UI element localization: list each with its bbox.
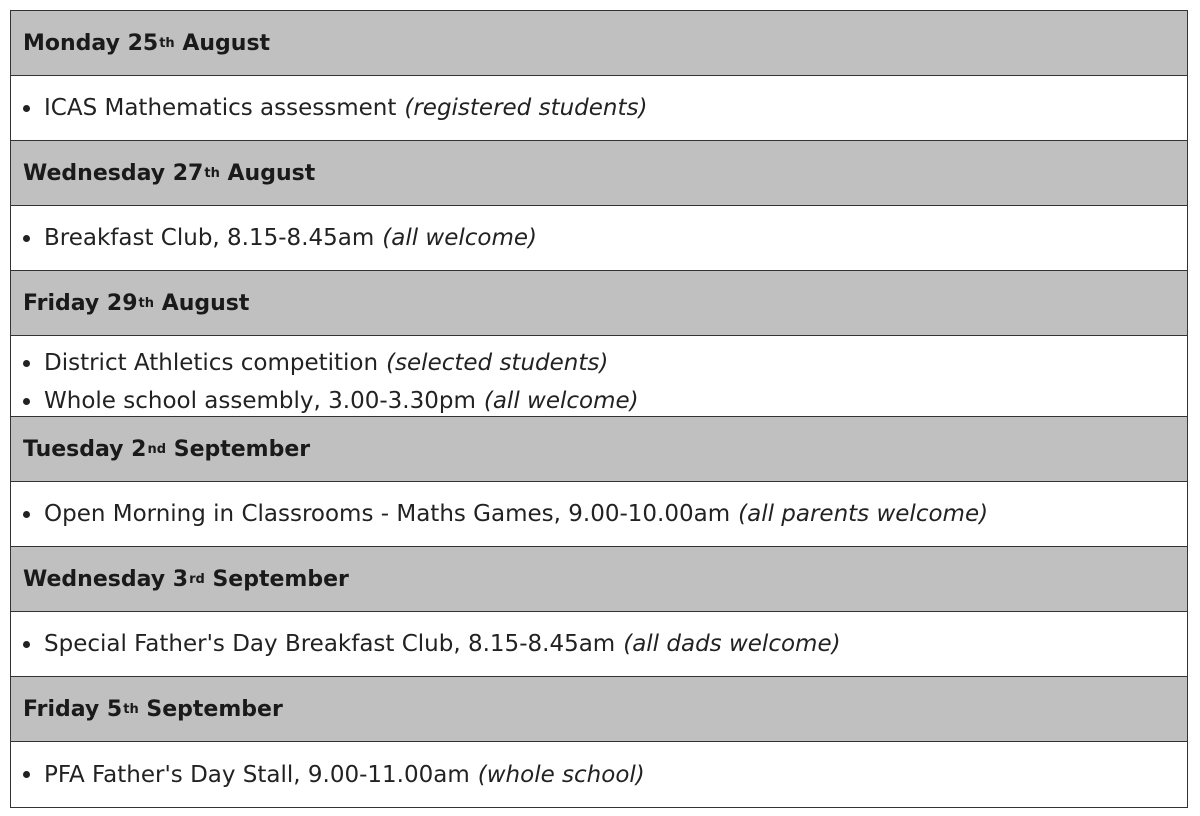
date-month: August bbox=[182, 30, 271, 56]
event-text: ICAS Mathematics assessment bbox=[44, 95, 397, 121]
event-list bbox=[11, 206, 1187, 271]
list-item bbox=[23, 219, 1187, 257]
date-day: Friday 29 bbox=[23, 290, 138, 316]
date-day: Wednesday 3 bbox=[23, 566, 189, 592]
event-text: PFA Father's Day Stall, 9.00-11.00am bbox=[44, 761, 470, 788]
date-day: Monday 25 bbox=[23, 30, 159, 56]
event-text: Special Father's Day Breakfast Club, 8.15-8.45am bbox=[44, 631, 616, 657]
event-text: Breakfast Club, 8.15-8.45am bbox=[44, 225, 375, 251]
date-month: August bbox=[161, 290, 250, 316]
date-month: September bbox=[146, 696, 283, 722]
event-list bbox=[11, 742, 1187, 807]
event-list bbox=[11, 336, 1187, 417]
bullet-icon bbox=[23, 235, 30, 242]
event-list bbox=[11, 482, 1187, 547]
date-suffix: th bbox=[138, 295, 155, 311]
event-note: (all dads welcome) bbox=[623, 631, 841, 657]
event-note: (all welcome) bbox=[382, 225, 538, 251]
date-header bbox=[11, 11, 1187, 76]
event-note: (all welcome) bbox=[483, 388, 639, 414]
list-item bbox=[23, 382, 1187, 420]
date-suffix: nd bbox=[147, 441, 167, 457]
date-header bbox=[11, 547, 1187, 612]
date-suffix: th bbox=[159, 35, 175, 51]
event-list bbox=[11, 612, 1187, 677]
event-note: (whole school) bbox=[477, 761, 645, 788]
date-suffix: rd bbox=[189, 571, 205, 587]
date-month: September bbox=[212, 566, 349, 592]
bullet-icon bbox=[23, 398, 30, 405]
event-note: (registered students) bbox=[404, 95, 648, 121]
list-item bbox=[23, 756, 1187, 794]
date-suffix: th bbox=[123, 701, 139, 717]
date-month: August bbox=[227, 160, 316, 186]
list-item bbox=[23, 89, 1187, 127]
event-text: Open Morning in Classrooms - Maths Games, 9.00-10.00am bbox=[44, 501, 731, 527]
list-item bbox=[23, 625, 1187, 663]
event-text: Whole school assembly, 3.00-3.30pm bbox=[44, 388, 476, 414]
date-day: Tuesday 2 bbox=[23, 436, 147, 462]
date-month: September bbox=[173, 436, 311, 462]
bullet-icon bbox=[23, 360, 30, 367]
list-item bbox=[23, 344, 1187, 382]
date-day: Friday 5 bbox=[23, 696, 123, 722]
list-item bbox=[23, 495, 1187, 533]
date-header bbox=[11, 141, 1187, 206]
date-header bbox=[11, 677, 1187, 742]
event-note: (all parents welcome) bbox=[738, 501, 989, 527]
event-list bbox=[11, 76, 1187, 141]
events-table bbox=[10, 10, 1188, 808]
event-text: District Athletics competition bbox=[44, 350, 379, 376]
date-day: Wednesday 27 bbox=[23, 160, 204, 186]
bullet-icon bbox=[23, 105, 30, 112]
bullet-icon bbox=[23, 511, 30, 518]
bullet-icon bbox=[23, 641, 30, 648]
date-suffix: th bbox=[204, 165, 220, 181]
event-note: (selected students) bbox=[386, 350, 609, 376]
date-header bbox=[11, 271, 1187, 336]
bullet-icon bbox=[23, 771, 30, 778]
date-header bbox=[11, 417, 1187, 482]
